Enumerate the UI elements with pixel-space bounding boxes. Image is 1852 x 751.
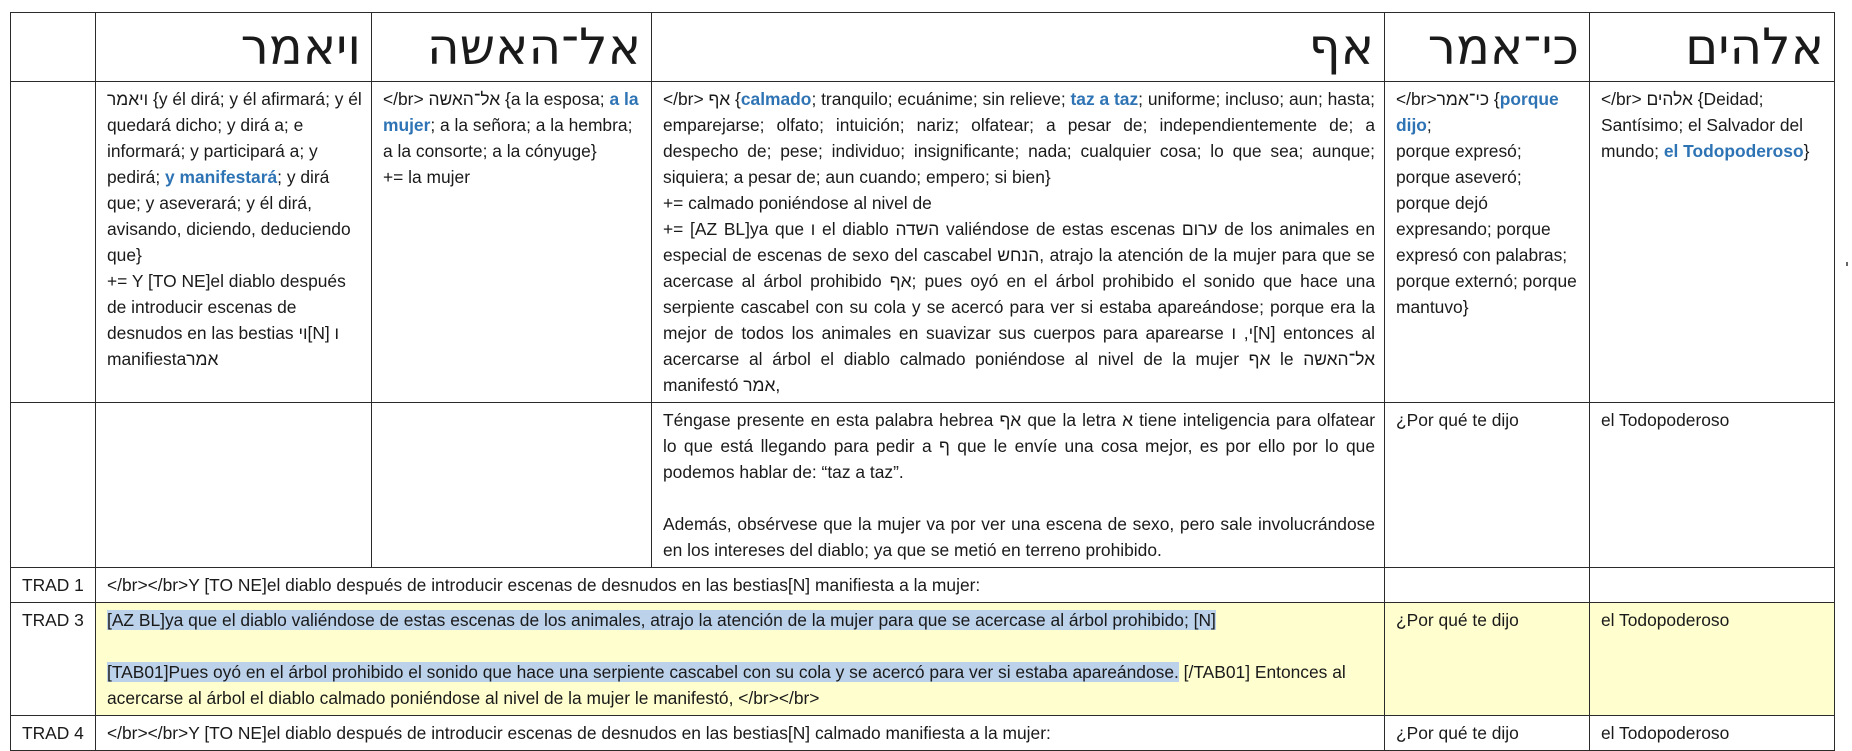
definition-text: ; uniforme; incluso; aun; hasta; emparejarse; olfato; intuición; nariz; olfatear; a pesar de; independientemente de; a despecho de; pese; individuo; insignificante; nada; cualquier cosa; lo que sea; aunque; siquiera; a pesar de; aun cuando; empero; si bien} [663,89,1376,187]
definition-text: ויאמר {y él dirá; y él afirmará; y él quedará dicho; y dirá a; e informará; y participará a; y pedirá; [107,89,362,187]
notes-cell-el-haishah [372,403,652,568]
header-cell-empty [11,13,96,82]
highlighted-meaning: calmado [740,89,812,109]
definition-cell-vayomer [96,82,372,403]
definition-text: </br> אף { [663,89,741,109]
header-word-vayomer: ויאמר [96,13,372,82]
trad3-row [11,603,1835,716]
header-row [11,13,1835,82]
trad3-cell-elohim: el Todopoderoso [1590,603,1835,716]
header-word-el-haishah: אל־האשה [372,13,652,82]
notes-row [11,403,1835,568]
header-word-af: אף [652,13,1385,82]
definitions-row [11,82,1835,403]
trad4-cell-elohim: el Todopoderoso [1590,716,1835,751]
trad3-cell-ki-amar: ¿Por qué te dijo [1385,603,1590,716]
trad4-row [11,716,1835,751]
notes-label-cell [11,403,96,568]
definition-cell-af [652,82,1385,403]
highlighted-meaning: porque dijo [1396,89,1559,135]
definition-text: porque expresó; porque aseveró; porque dejó expresando; porque expresó con palabras; porque externó; porque mantuvo} [1396,141,1577,317]
trad3-paragraph-1 [107,607,1375,633]
trad3-text-cell [96,603,1385,716]
definition-text: ; [1426,115,1432,135]
notes-cell-elohim: el Todopoderoso [1590,403,1835,568]
definition-text: </br> אלהים {Deidad; Santísimo; el Salvador del mundo; [1601,89,1804,161]
definition-text: ; tranquilo; ecuánime; sin relieve; [811,89,1071,109]
trad3-paragraph-2 [107,659,1375,711]
trad3-text: [/TAB01] Entonces al acercarse al árbol el diablo calmado poniéndose al nivel de la mujer le manifestó, </br></br> [107,662,1346,708]
definition-text: </br>כי־אמר { [1396,89,1500,109]
note-paragraph: Además, obsérvese que la mujer va por ver una escena de sexo, pero sale involucrándose en los intereses del diablo; ya que se metió en terreno prohibido. [663,514,1375,560]
definition-text: ; y dirá que; y aseverará; y él dirá, avisando, diciendo, deduciendo que} [107,167,351,265]
definition-cell-el-haishah [372,82,652,403]
highlighted-meaning: el Todopoderoso [1663,141,1804,161]
definition-cell-ki-amar [1385,82,1590,403]
highlighted-meaning: taz a taz [1070,89,1139,109]
trad4-cell-ki-amar: ¿Por qué te dijo [1385,716,1590,751]
trad4-text: </br></br>Y [TO NE]el diablo después de introducir escenas de desnudos en las bestias[N] calmado manifiesta a la mujer: [96,716,1385,751]
header-word-ki-amar: כי־אמר [1385,13,1590,82]
notes-cell-af [652,403,1385,568]
definition-text: } [1803,141,1810,161]
highlighted-meaning: a la mujer [383,89,639,135]
selected-text: [AZ BL]ya que el diablo valiéndose de estas escenas de los animales, atrajo la atención de la mujer para que se acercase al árbol prohibido; [N] [107,610,1216,630]
notes-cell-ki-amar: ¿Por qué te dijo [1385,403,1590,568]
interlinear-table [10,12,1835,751]
header-word-elohim: אלהים [1590,13,1835,82]
trad1-text: </br></br>Y [TO NE]el diablo después de introducir escenas de desnudos en las bestias[N] manifiesta a la mujer: [96,568,1385,603]
trad3-label: TRAD 3 [11,603,96,716]
translation-note: += Y [TO NE]el diablo después de introducir escenas de desnudos en las bestias וי[N] ו manifiestaאמר [107,271,346,369]
trad1-cell-elohim [1590,568,1835,603]
highlighted-meaning: y manifestará [165,167,278,187]
note-paragraph: Téngase presente en esta palabra hebrea אף que la letra א tiene inteligencia para olfatear lo que está llegando para pedir a ף que le envíe una cosa mejor, es por ello por lo que podemos hablar de: “taz a taz”. [663,410,1375,482]
selected-text: [TAB01]Pues oyó en el árbol prohibido el sonido que hace una serpiente cascabel con su cola y se acercó para ver si estaba apareándose. [107,662,1179,682]
definition-cell-elohim [1590,82,1835,403]
trad1-cell-ki-amar [1385,568,1590,603]
margin-mark [1846,262,1848,266]
trad1-row [11,568,1835,603]
notes-cell-vayomer [96,403,372,568]
definition-text: </br> אל־האשה {a la esposa; [383,89,610,109]
translation-note: += la mujer [383,167,470,187]
translation-note: += [AZ BL]ya que ו el diablo השדה valiéndose de estas escenas ערום de los animales en especial de escenas de sexo del cascabel הנחש, atrajo la atención de la mujer para que se acercase al árbol prohibido אף; pues oyó en el árbol prohibido el sonido que hace una serpiente cascabel con su cola y se acercó para ver si estaba apareándose; porque era la mejor de todos los animales en suavizar sus cuerpos para aparearse י, ו[N] entonces al acercarse al árbol el diablo calmado poniéndose al nivel de la mujer אף le אל־האשה manifestó אמר, [663,219,1376,395]
trad1-label: TRAD 1 [11,568,96,603]
definitions-label-cell [11,82,96,403]
translation-note: += calmado poniéndose al nivel de [663,193,932,213]
trad4-label: TRAD 4 [11,716,96,751]
definition-text: ; a la señora; a la hembra; a la consorte; a la cónyuge} [383,115,633,161]
